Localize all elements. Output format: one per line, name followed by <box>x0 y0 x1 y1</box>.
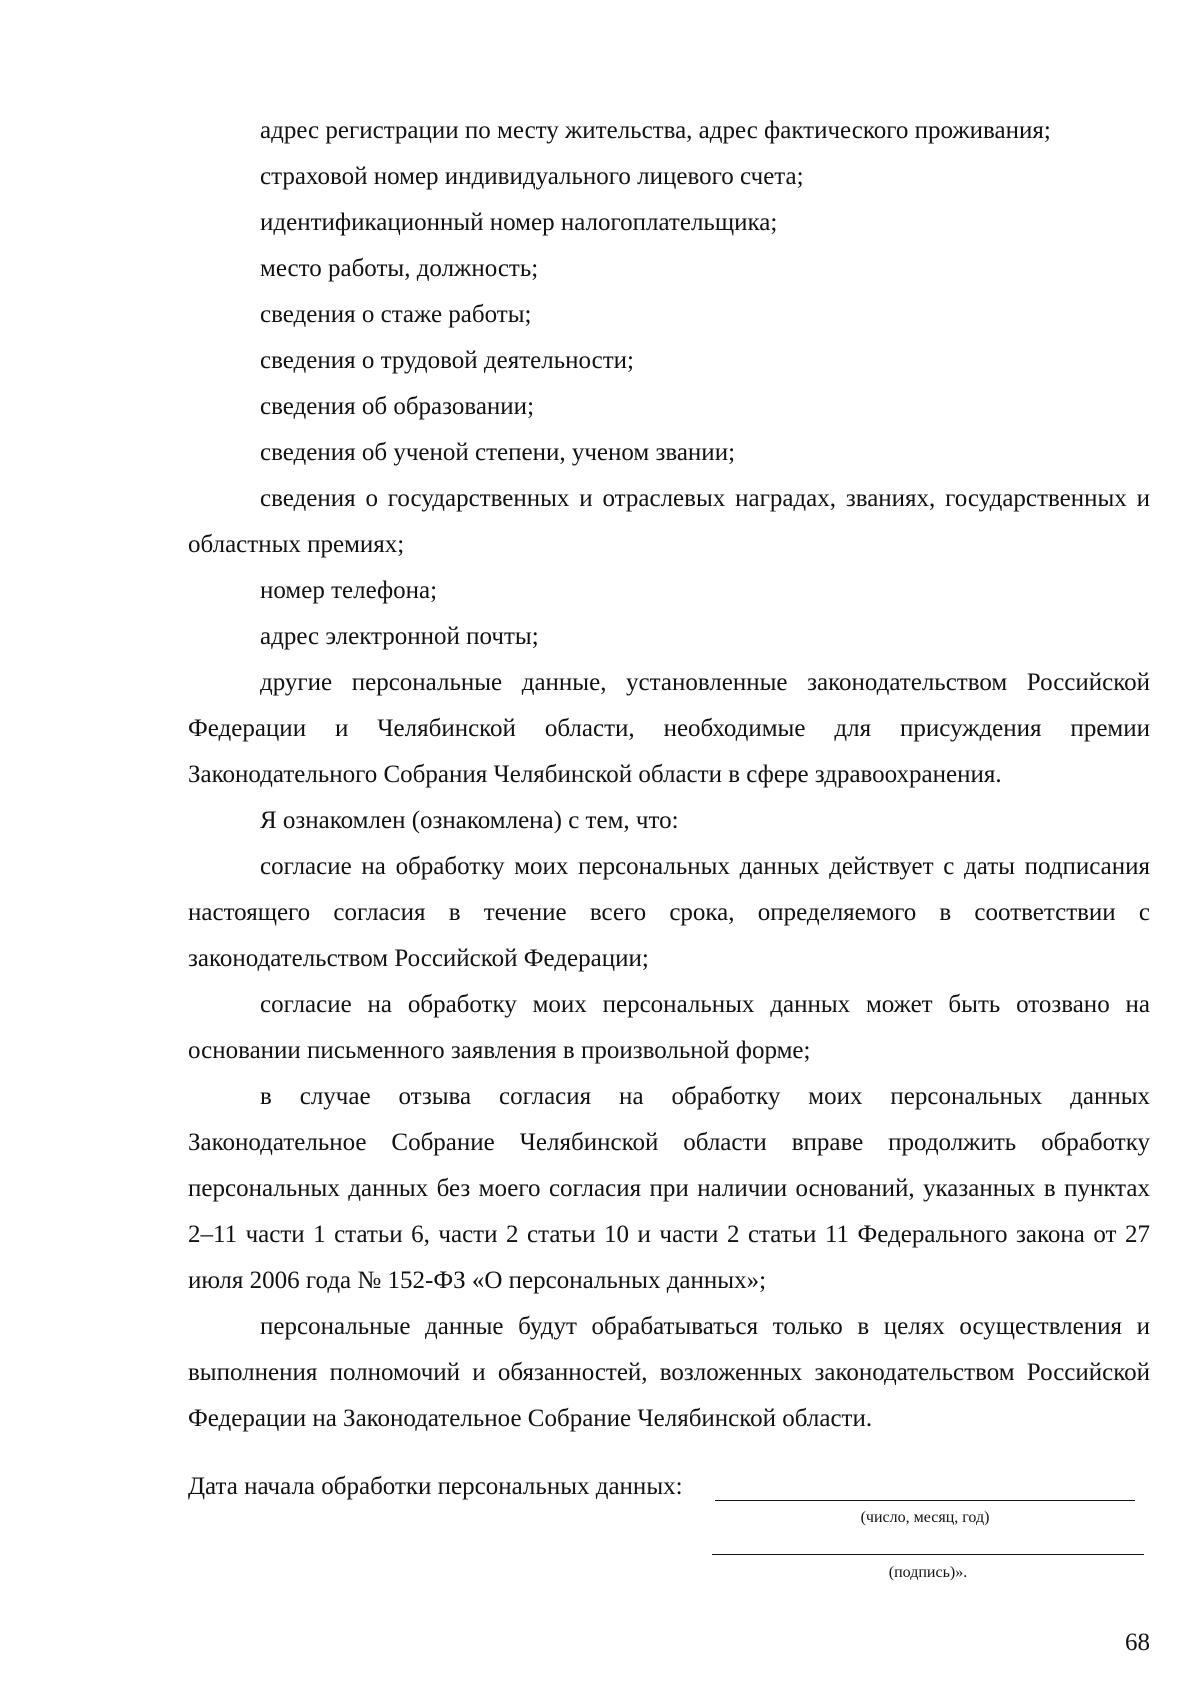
signature-line[interactable] <box>712 1554 1144 1555</box>
paragraph-acknowledgement: Я ознакомлен (ознакомлена) с тем, что: <box>260 807 679 834</box>
paragraph-taxpayer-id: идентификационный номер налогоплательщика; <box>260 209 778 236</box>
paragraph-awards: сведения о государственных и отраслевых наградах, званиях, государственных и областных премиях; <box>188 485 1150 558</box>
paragraph-other-data: другие персональные данные, установленные законодательством Российской Федерации и Челябинской области, необходимые для присуждения премии Законодательного Собрания Челябинской области в сфере здравоохранения. <box>188 669 1150 788</box>
paragraph-consent-withdrawal: согласие на обработку моих персональных данных может быть отозвано на основании письменного заявления в произвольной форме; <box>188 991 1150 1064</box>
consent-text <box>188 108 1150 1442</box>
paragraph-labor-activity: сведения о трудовой деятельности; <box>260 347 634 374</box>
date-field-label: Дата начала обработки персональных данных: <box>188 1473 683 1500</box>
page-number: 68 <box>1125 1629 1150 1656</box>
date-field-caption: (число, месяц, год) <box>860 1509 990 1526</box>
paragraph-work-experience: сведения о стаже работы; <box>260 301 532 328</box>
paragraph-consent-duration: согласие на обработку моих персональных данных действует с даты подписания настоящего согласия в течение всего срока, определяемого в соответствии с законодательством Российской Федерации; <box>188 853 1150 972</box>
paragraph-education: сведения об образовании; <box>260 393 535 420</box>
paragraph-academic-degree: сведения об ученой степени, ученом звании; <box>260 439 736 466</box>
paragraph-workplace: место работы, должность; <box>260 255 539 282</box>
paragraph-processing-purpose: персональные данные будут обрабатываться только в целях осуществления и выполнения полномочий и обязанностей, возложенных законодательством Российской Федерации на Законодательное Собрание Челябинской области. <box>188 1313 1150 1432</box>
paragraph-withdrawal-consequences: в случае отзыва согласия на обработку моих персональных данных Законодательное Собрание Челябинской области вправе продолжить обработку персональных данных без моего согласия при наличии оснований, указанных в пунктах 2–11 части 1 статьи 6, части 2 статьи 10 и части 2 статьи 11 Федерального закона от 27 июля 2006 года № 152-ФЗ «О персональных данных»; <box>188 1083 1150 1294</box>
paragraph-registration-address: адрес регистрации по месту жительства, адрес фактического проживания; <box>260 117 1051 144</box>
signature-caption: (подпись)». <box>888 1564 968 1581</box>
paragraph-email: адрес электронной почты; <box>260 623 539 650</box>
date-input-line[interactable] <box>715 1500 1135 1501</box>
paragraph-phone: номер телефона; <box>260 577 438 604</box>
paragraph-insurance-number: страховой номер индивидуального лицевого счета; <box>260 163 804 190</box>
